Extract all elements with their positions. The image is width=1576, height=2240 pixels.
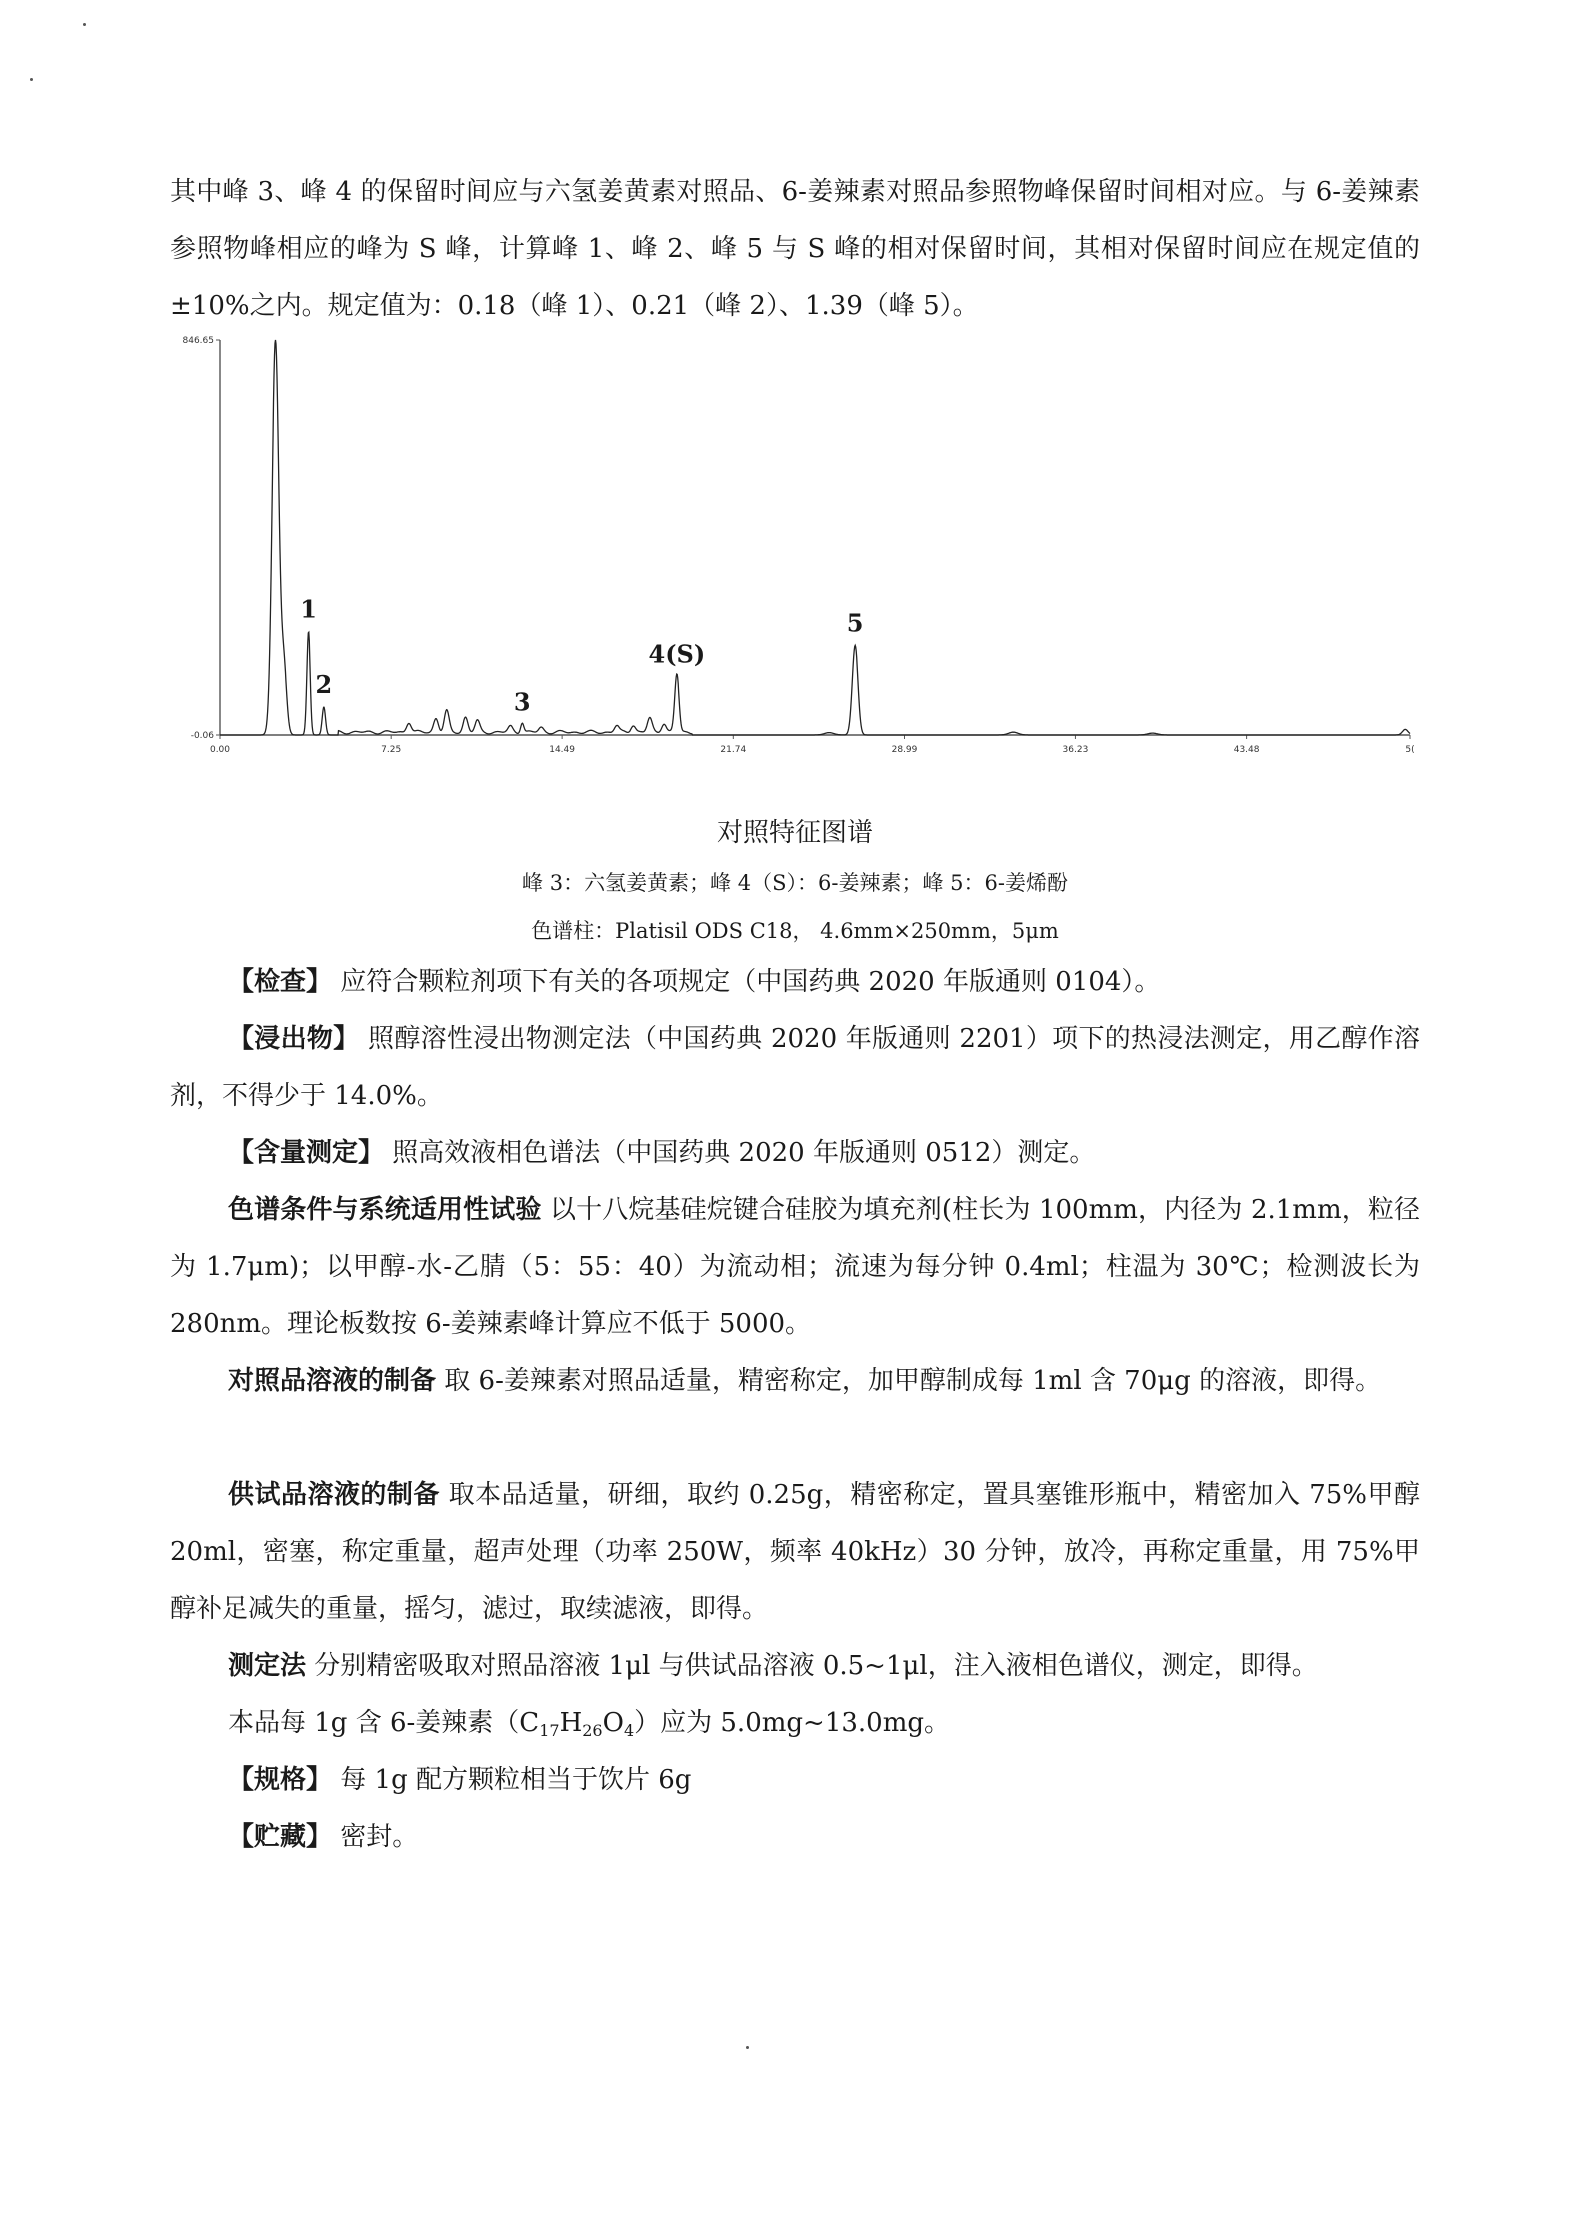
section-hanliang xyxy=(170,1125,1420,1182)
y-tick-label: -0.06 xyxy=(190,731,214,741)
section-heading: 【浸出物】 xyxy=(228,1024,360,1054)
x-tick-label: 0.00 xyxy=(209,745,231,755)
peak-label: 3 xyxy=(513,687,531,717)
figure-title: 对照特征图谱 xyxy=(716,818,873,848)
scan-speck xyxy=(83,23,86,26)
content-text: O xyxy=(602,1708,624,1738)
chromatogram-figure xyxy=(160,330,1430,770)
subsection-heading: 供试品溶液的制备 xyxy=(228,1480,440,1510)
section-text: 分别精密吸取对照品溶液 1μl 与供试品溶液 0.5~1μl，注入液相色谱仪，测定，即得。 xyxy=(306,1651,1318,1681)
subscript-o: 4 xyxy=(623,1721,635,1740)
section-gongshi xyxy=(170,1467,1420,1638)
peak-label: 4(S) xyxy=(648,639,706,669)
section-heading: 【含量测定】 xyxy=(228,1138,385,1168)
y-tick-label: 846.65 xyxy=(182,336,214,346)
chromatogram-chart xyxy=(160,330,1430,770)
subsection-heading: 色谱条件与系统适用性试验 xyxy=(228,1195,542,1225)
section-text: 照醇溶性浸出物测定法（中国药典 2020 年版通则 2201）项下的热浸法测定，用乙醇作溶剂，不得少于 14.0%。 xyxy=(170,1024,1420,1111)
x-tick-label: 36.23 xyxy=(1062,745,1089,755)
section-zhucang xyxy=(170,1809,1420,1866)
section-jinchuwu xyxy=(170,1011,1420,1125)
peak-label: 2 xyxy=(315,669,333,699)
x-tick-label: 7.25 xyxy=(381,745,402,755)
subscript-h: 26 xyxy=(582,1721,603,1740)
section-text: 密封。 xyxy=(332,1822,419,1852)
x-tick-label: 21.74 xyxy=(720,745,747,755)
x-tick-label: 28.99 xyxy=(891,745,918,755)
section-text: 取本品适量，研细，取约 0.25g，精密称定，置具塞锥形瓶中，精密加入 75%甲醇 20ml，密塞，称定重量，超声处理（功率 250W，频率 40kHz）30 分钟，放冷，再称定重量，用 75%甲醇补足减失的重量，摇匀，滤过，取续滤液，即得。 xyxy=(170,1480,1421,1624)
content-text: H xyxy=(559,1708,583,1738)
section-jiancha xyxy=(170,954,1420,1011)
section-text: 照高效液相色谱法（中国药典 2020 年版通则 0512）测定。 xyxy=(384,1138,1096,1168)
content-text: ）应为 5.0mg~13.0mg。 xyxy=(634,1708,951,1738)
subscript-c: 17 xyxy=(539,1721,560,1740)
x-tick-label: 5( xyxy=(1405,745,1415,755)
content-limit xyxy=(170,1695,1420,1752)
section-text: 应符合颗粒剂项下有关的各项规定（中国药典 2020 年版通则 0104）。 xyxy=(332,967,1161,997)
section-guige xyxy=(170,1752,1420,1809)
peak-label: 1 xyxy=(300,594,317,624)
scan-speck xyxy=(30,78,33,81)
x-tick-label: 43.48 xyxy=(1233,745,1260,755)
intro-paragraph: 其中峰 3、峰 4 的保留时间应与六氢姜黄素对照品、6-姜辣素对照品参照物峰保留时间相对应。与 6-姜辣素参照物峰相应的峰为 S 峰，计算峰 1、峰 2、峰 5 与 S 峰的相对保留时间，其相对保留时间应在规定值的±10%之内。规定值为：0.18（峰 1）、0.21（峰 2）、1.39（峰 5）。 xyxy=(170,177,1420,321)
section-sepu xyxy=(170,1182,1420,1353)
section-heading: 【规格】 xyxy=(228,1765,333,1795)
figure-caption-column: 色谱柱：Platisil ODS C18， 4.6mm×250mm，5μm xyxy=(531,919,1059,943)
subsection-heading: 对照品溶液的制备 xyxy=(228,1366,437,1396)
x-tick-label: 14.49 xyxy=(549,745,576,755)
scan-speck xyxy=(746,2046,749,2049)
section-duizhao xyxy=(170,1353,1420,1410)
chromatogram-trace xyxy=(220,340,1410,735)
content-text: 本品每 1g 含 6-姜辣素（C xyxy=(228,1708,540,1738)
subsection-heading: 测定法 xyxy=(228,1651,307,1681)
peak-label: 5 xyxy=(846,608,864,638)
section-text: 取 6-姜辣素对照品适量，精密称定，加甲醇制成每 1ml 含 70μg 的溶液，即得。 xyxy=(436,1366,1382,1396)
figure-caption-peaks: 峰 3：六氢姜黄素；峰 4（S）：6-姜辣素；峰 5：6-姜烯酚 xyxy=(522,871,1068,895)
section-cedingfa xyxy=(170,1638,1420,1695)
section-text: 每 1g 配方颗粒相当于饮片 6g xyxy=(332,1765,692,1795)
section-heading: 【检查】 xyxy=(228,967,333,997)
section-text: 以十八烷基硅烷键合硅胶为填充剂(柱长为 100mm，内径为 2.1mm，粒径为 1.7μm)；以甲醇-水-乙腈（5：55：40）为流动相；流速为每分钟 0.4ml；柱温为 30℃；检测波长为 280nm。理论板数按 6-姜辣素峰计算应不低于 5000。 xyxy=(170,1195,1420,1339)
section-heading: 【贮藏】 xyxy=(228,1822,333,1852)
